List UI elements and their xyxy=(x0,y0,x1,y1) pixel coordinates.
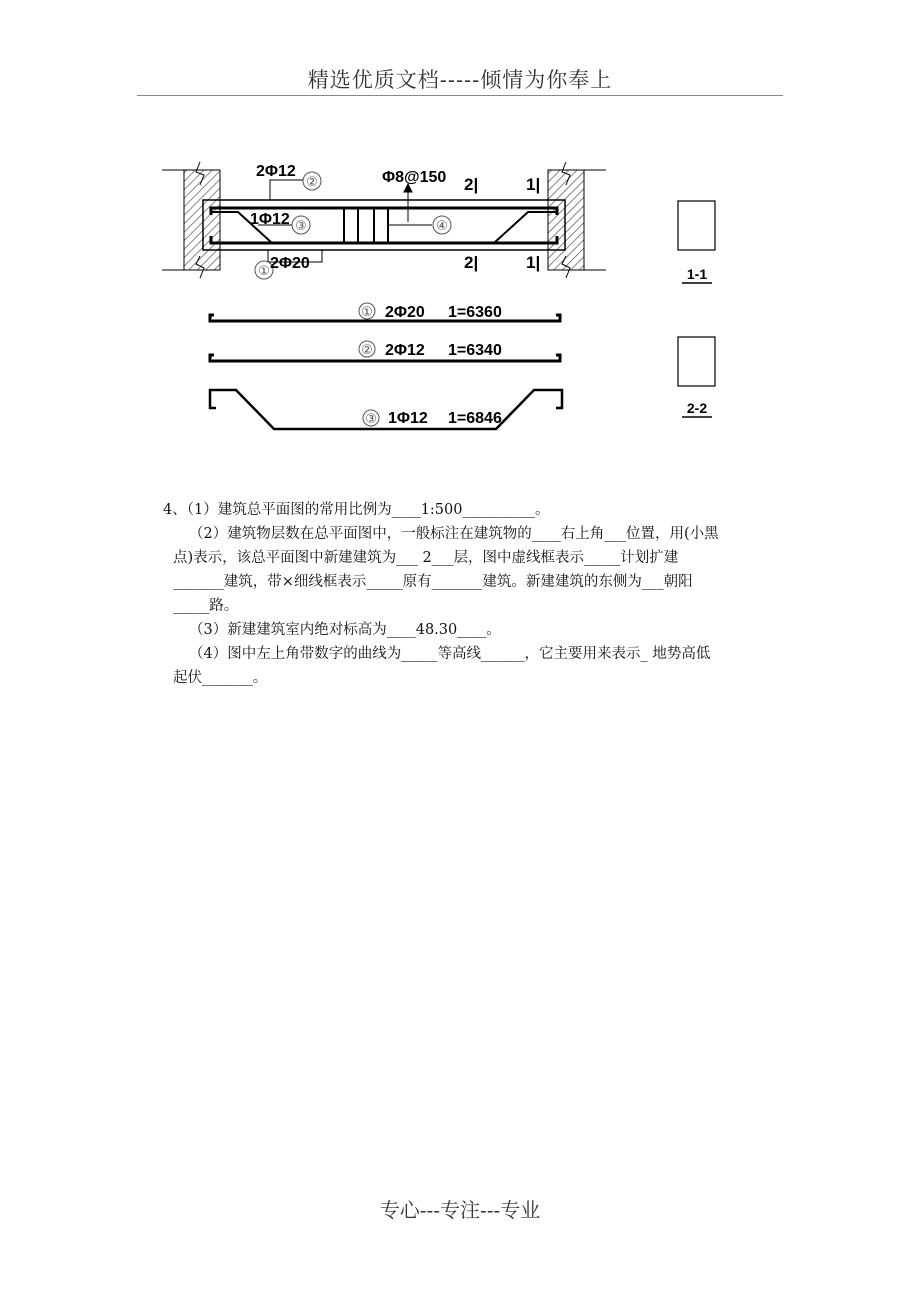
rebar-drawing xyxy=(0,0,920,480)
bar3-length: 1=6846 xyxy=(448,410,502,427)
bottom-bar-line xyxy=(211,236,557,243)
left-wall xyxy=(162,162,220,278)
question-4-2-line2: 点)表示，该总平面图中新建建筑为___ 2___层，图中虚线框表示_____计划扩建 xyxy=(173,550,679,566)
stirrup-label: Φ8@150 xyxy=(382,169,447,186)
bar2-length: 1=6340 xyxy=(448,342,502,359)
section2-top-mark: 2| xyxy=(464,175,479,194)
bottom-bar-label: 2Φ20 xyxy=(270,255,310,272)
callout-3: ③ xyxy=(295,219,307,234)
bar1-mark: ① xyxy=(361,305,373,320)
question-4-2-line1: （2）建筑物层数在总平面图中，一般标注在建筑物的____右上角___位置，用(小黑 xyxy=(189,526,719,542)
stirrups xyxy=(344,208,388,243)
question-4-1: 4、（1）建筑总平面图的常用比例为____1:500__________。 xyxy=(163,502,550,518)
callout-1: ① xyxy=(258,264,270,279)
bar3-shape xyxy=(210,390,562,429)
question-4-2-line3: _______建筑，带×细线框表示_____原有_______建筑。新建建筑的东侧为___朝阳 xyxy=(173,574,693,590)
question-block xyxy=(163,498,793,690)
top-bar-label: 2Φ12 xyxy=(256,163,296,180)
bar3-mark: ③ xyxy=(365,412,377,427)
bar2-mark: ② xyxy=(361,343,373,358)
bar2-spec: 2Φ12 xyxy=(385,342,425,359)
bent-bar-label: 1Φ12 xyxy=(250,211,290,228)
page-header: 精选优质文档-----倾情为你奉上 xyxy=(307,68,613,92)
right-wall xyxy=(548,162,606,278)
bar3-spec: 1Φ12 xyxy=(388,410,428,427)
section1-bottom-mark: 1| xyxy=(526,253,541,272)
question-4-2-line4: _____路。 xyxy=(173,598,239,614)
callout-4: ④ xyxy=(436,219,448,234)
page-footer: 专心---专注---专业 xyxy=(379,1198,541,1222)
question-4-4-line2: 起伏_______。 xyxy=(173,670,268,686)
bar1-spec: 2Φ20 xyxy=(385,304,425,321)
section-2-2-label: 2-2 xyxy=(686,400,708,416)
section-1-1-outline xyxy=(678,201,715,250)
bar1-length: 1=6360 xyxy=(448,304,502,321)
section-2-2-outline xyxy=(678,337,715,386)
section2-bottom-mark: 2| xyxy=(464,253,479,272)
section-1-1-label: 1-1 xyxy=(686,266,708,282)
callout-2: ② xyxy=(306,175,318,190)
question-4-3: （3）新建建筑室内绝对标高为____48.30____。 xyxy=(189,622,501,638)
question-4-4-line1: （4）图中左上角带数字的曲线为_____等高线______，它主要用来表示_ 地势高低 xyxy=(189,646,711,662)
section1-top-mark: 1| xyxy=(526,175,541,194)
